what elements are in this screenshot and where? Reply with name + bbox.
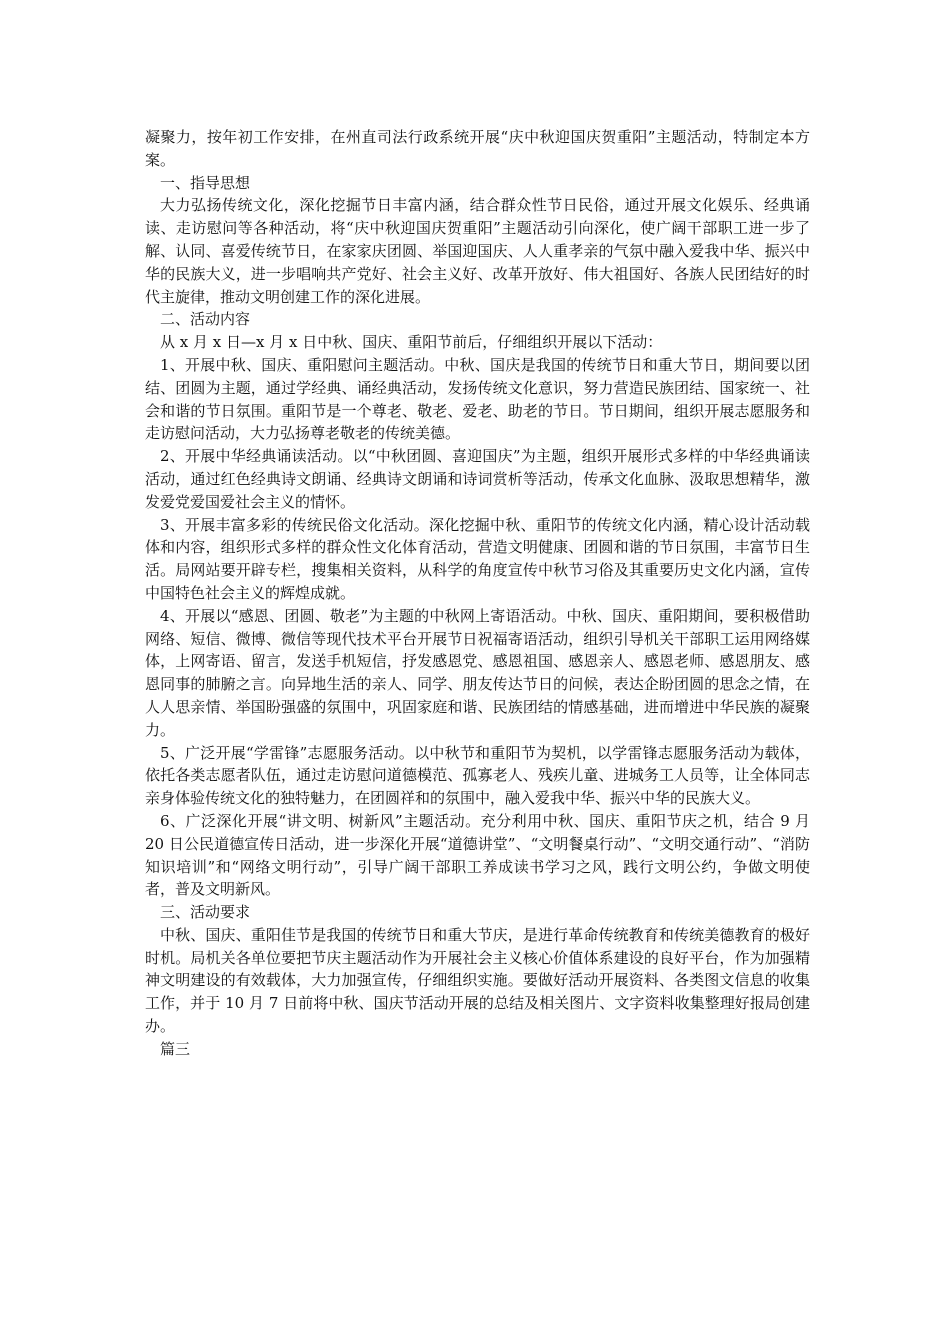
document-page (145, 126, 810, 1061)
paragraph-intro-continuation: 凝聚力，按年初工作安排，在州直司法行政系统开展“庆中秋迎国庆贺重阳”主题活动，特制定本方案。 (145, 128, 810, 169)
heading-part-three: 篇三 (160, 1039, 191, 1058)
heading-activity-content: 二、活动内容 (160, 310, 251, 329)
paragraph-guiding-ideology: 大力弘扬传统文化，深化挖掘节日丰富内涵，结合群众性节日民俗，通过开展文化娱乐、经典诵读、走访慰问等各种活动，将“庆中秋迎国庆贺重阳”主题活动引向深化，使广阔干部职工进一步了解、认同、喜爱传统节日，在家家庆团圆、举国迎国庆、人人重孝亲的气氛中融入爱我中华、振兴中华的民族大义，进一步唱响共产党好、社会主义好、改革开放好、伟大祖国好、各族人民团结好的时代主旋律，推动文明创建工作的深化进展。 (145, 196, 810, 306)
paragraph-activity-requirements: 中秋、国庆、重阳佳节是我国的传统节日和重大节庆，是进行革命传统教育和传统美德教育的极好时机。局机关各单位要把节庆主题活动作为开展社会主义核心价值体系建设的良好平台，作为加强精神文明建设的有效载体，大力加强宣传，仔细组织实施。要做好活动开展资料、各类图文信息的收集工作，并于 10 月 7 日前将中秋、国庆节活动开展的总结及相关图片、文字资料收集整理好报局创建办。 (145, 925, 810, 1036)
paragraph-activity-4: 4、开展以“感恩、团圆、敬老”为主题的中秋网上寄语活动。中秋、国庆、重阳期间，要积极借助网络、短信、微博、微信等现代技术平台开展节日祝福寄语活动，组织引导机关干部职工运用网络媒体，上网寄语、留言，发送手机短信，抒发感恩党、感恩祖国、感恩亲人、感恩老师、感恩朋友、感恩同事的肺腑之言。向异地生活的亲人、同学、朋友传达节日的问候，表达企盼团圆的思念之情，在人人思亲情、举国盼强盛的氛围中，巩固家庭和谐、民族团结的情感基础，进而增进中华民族的凝聚力。 (145, 606, 810, 739)
paragraph-activity-period: 从 x 月 x 日—x 月 x 日中秋、国庆、重阳节前后，仔细组织开展以下活动： (160, 333, 663, 352)
paragraph-activity-6: 6、广泛深化开展“讲文明、树新风”主题活动。充分利用中秋、国庆、重阳节庆之机，结合 9 月 20 日公民道德宣传日活动，进一步深化开展“道德讲堂”、“文明餐桌行动”、“文明交通行动”、“消防知识培训”和“网络文明行动”，引导广阔干部职工养成读书学习之风，践行文明公约，争做文明使者，普及文明新风。 (145, 811, 810, 899)
paragraph-activity-5: 5、广泛开展“学雷锋”志愿服务活动。以中秋节和重阳节为契机，以学雷锋志愿服务活动为载体，依托各类志愿者队伍，通过走访慰问道德模范、孤寡老人、残疾儿童、进城务工人员等，让全体同志亲身体验传统文化的独特魅力，在团圆祥和的氛围中，融入爱我中华、振兴中华的民族大义。 (145, 743, 810, 808)
paragraph-activity-2: 2、开展中华经典诵读活动。以“中秋团圆、喜迎国庆”为主题，组织开展形式多样的中华经典诵读活动，通过红色经典诗文朗诵、经典诗文朗诵和诗词赏析等活动，传承文化血脉、汲取思想精华，激发爱党爱国爱社会主义的情怀。 (145, 447, 810, 511)
paragraph-activity-1: 1、开展中秋、国庆、重阳慰问主题活动。中秋、国庆是我国的传统节日和重大节日，期间要以团结、团圆为主题，通过学经典、诵经典活动，发扬传统文化意识，努力营造民族团结、国家统一、社会和谐的节日氛围。重阳节是一个尊老、敬老、爱老、助老的节日。节日期间，组织开展志愿服务和走访慰问活动，大力弘扬尊老敬老的传统美德。 (145, 355, 810, 443)
heading-guiding-ideology: 一、指导思想 (160, 173, 251, 192)
paragraph-activity-3: 3、开展丰富多彩的传统民俗文化活动。深化挖掘中秋、重阳节的传统文化内涵，精心设计活动载体和内容，组织形式多样的群众性文化体育活动，营造文明健康、团圆和谐的节日氛围，丰富节日生活。局网站要开辟专栏，搜集相关资料，从科学的角度宣传中秋节习俗及其重要历史文化内涵，宣传中国特色社会主义的辉煌成就。 (145, 515, 810, 602)
heading-activity-requirements: 三、活动要求 (160, 903, 251, 922)
